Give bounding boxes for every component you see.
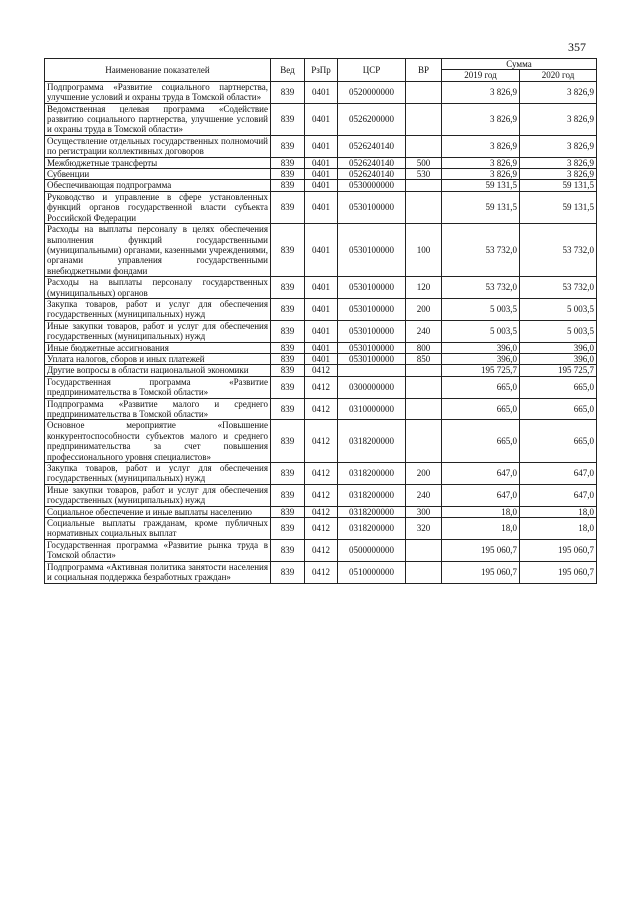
row-name: Социальное обеспечение и иные выплаты населению <box>45 506 271 517</box>
table-row <box>45 539 597 561</box>
row-rzpr: 0412 <box>305 365 338 376</box>
row-rzpr: 0401 <box>305 191 338 223</box>
row-sum-2020: 647,0 <box>520 463 597 485</box>
table-row <box>45 398 597 420</box>
row-vr: 200 <box>406 463 442 485</box>
row-name: Закупка товаров, работ и услуг для обеспечения государственных (муниципальных) нужд <box>45 463 271 485</box>
row-vr <box>406 420 442 463</box>
row-rzpr: 0412 <box>305 463 338 485</box>
row-rzpr: 0401 <box>305 180 338 191</box>
row-rzpr: 0412 <box>305 561 338 583</box>
row-csr: 0530100000 <box>338 277 406 299</box>
table-row <box>45 224 597 277</box>
row-ved: 839 <box>271 376 305 398</box>
row-name: Закупка товаров, работ и услуг для обеспечения государственных (муниципальных) нужд <box>45 298 271 320</box>
row-name: Социальные выплаты гражданам, кроме публичных нормативных социальных выплат <box>45 518 271 540</box>
row-sum-2020: 195 060,7 <box>520 561 597 583</box>
budget-table <box>44 58 597 584</box>
row-ved: 839 <box>271 506 305 517</box>
row-rzpr: 0401 <box>305 169 338 180</box>
row-name: Ведомственная целевая программа «Содействие развитию социального партнерства, улучшение условий и охраны труда в Томской области» <box>45 103 271 135</box>
row-rzpr: 0412 <box>305 484 338 506</box>
row-name: Основное мероприятие «Повышение конкурентоспособности субъектов малого и среднего предпринимательства за счет повышения профессионального уровня специалистов» <box>45 420 271 463</box>
row-sum-2020: 18,0 <box>520 518 597 540</box>
row-name: Расходы на выплаты персоналу в целях обеспечения выполнения функций государственными (муниципальными) органами, казенными учреждениями, органами управления государственными внебюджетными фондами <box>45 224 271 277</box>
row-ved: 839 <box>271 561 305 583</box>
row-ved: 839 <box>271 539 305 561</box>
table-row <box>45 191 597 223</box>
row-csr: 0530100000 <box>338 353 406 364</box>
row-sum-2020: 3 826,9 <box>520 103 597 135</box>
row-sum-2019: 396,0 <box>442 342 520 353</box>
row-sum-2019: 3 826,9 <box>442 157 520 168</box>
row-sum-2019: 5 003,5 <box>442 298 520 320</box>
row-sum-2020: 53 732,0 <box>520 224 597 277</box>
table-row <box>45 376 597 398</box>
row-sum-2020: 396,0 <box>520 342 597 353</box>
row-rzpr: 0401 <box>305 353 338 364</box>
row-vr: 300 <box>406 506 442 517</box>
row-vr: 320 <box>406 518 442 540</box>
row-name: Подпрограмма «Развитие малого и среднего предпринимательства в Томской области» <box>45 398 271 420</box>
row-vr <box>406 180 442 191</box>
table-row <box>45 518 597 540</box>
row-csr <box>338 365 406 376</box>
row-sum-2019: 665,0 <box>442 398 520 420</box>
row-name: Государственная программа «Развитие рынка труда в Томской области» <box>45 539 271 561</box>
row-sum-2019: 647,0 <box>442 463 520 485</box>
table-row <box>45 320 597 342</box>
row-sum-2020: 5 003,5 <box>520 320 597 342</box>
row-sum-2020: 665,0 <box>520 420 597 463</box>
row-ved: 839 <box>271 157 305 168</box>
row-csr: 0526240140 <box>338 135 406 157</box>
row-rzpr: 0412 <box>305 506 338 517</box>
row-vr <box>406 365 442 376</box>
table-row <box>45 365 597 376</box>
row-rzpr: 0412 <box>305 398 338 420</box>
header-vr: ВР <box>406 59 442 82</box>
row-csr: 0530100000 <box>338 191 406 223</box>
row-vr <box>406 103 442 135</box>
row-ved: 839 <box>271 169 305 180</box>
row-csr: 0310000000 <box>338 398 406 420</box>
row-csr: 0526240140 <box>338 157 406 168</box>
row-vr: 500 <box>406 157 442 168</box>
row-name: Подпрограмма «Активная политика занятости населения и социальная поддержка безработных граждан» <box>45 561 271 583</box>
row-vr: 530 <box>406 169 442 180</box>
row-vr <box>406 561 442 583</box>
row-csr: 0500000000 <box>338 539 406 561</box>
row-sum-2019: 195 060,7 <box>442 539 520 561</box>
row-sum-2020: 5 003,5 <box>520 298 597 320</box>
row-ved: 839 <box>271 224 305 277</box>
row-ved: 839 <box>271 81 305 103</box>
table-row <box>45 484 597 506</box>
row-sum-2019: 5 003,5 <box>442 320 520 342</box>
header-ved: Вед <box>271 59 305 82</box>
row-name: Осуществление отдельных государственных полномочий по регистрации коллективных договоров <box>45 135 271 157</box>
table-row <box>45 420 597 463</box>
row-rzpr: 0401 <box>305 81 338 103</box>
row-csr: 0530100000 <box>338 224 406 277</box>
row-ved: 839 <box>271 365 305 376</box>
row-sum-2019: 396,0 <box>442 353 520 364</box>
row-csr: 0318200000 <box>338 506 406 517</box>
table-row <box>45 180 597 191</box>
row-name: Обеспечивающая подпрограмма <box>45 180 271 191</box>
row-sum-2020: 59 131,5 <box>520 191 597 223</box>
table-row <box>45 353 597 364</box>
row-csr: 0520000000 <box>338 81 406 103</box>
table-row <box>45 169 597 180</box>
table-row <box>45 463 597 485</box>
row-ved: 839 <box>271 463 305 485</box>
row-csr: 0530100000 <box>338 298 406 320</box>
row-sum-2019: 3 826,9 <box>442 135 520 157</box>
table-body <box>45 81 597 583</box>
row-name: Государственная программа «Развитие предпринимательства в Томской области» <box>45 376 271 398</box>
row-name: Другие вопросы в области национальной экономики <box>45 365 271 376</box>
row-ved: 839 <box>271 398 305 420</box>
row-vr <box>406 376 442 398</box>
row-vr: 850 <box>406 353 442 364</box>
row-sum-2019: 3 826,9 <box>442 169 520 180</box>
row-rzpr: 0401 <box>305 157 338 168</box>
row-sum-2019: 59 131,5 <box>442 180 520 191</box>
row-ved: 839 <box>271 484 305 506</box>
row-rzpr: 0401 <box>305 298 338 320</box>
table-row <box>45 81 597 103</box>
row-rzpr: 0412 <box>305 518 338 540</box>
row-ved: 839 <box>271 180 305 191</box>
row-csr: 0526200000 <box>338 103 406 135</box>
row-sum-2020: 3 826,9 <box>520 157 597 168</box>
row-sum-2019: 3 826,9 <box>442 81 520 103</box>
row-sum-2020: 3 826,9 <box>520 135 597 157</box>
row-name: Расходы на выплаты персоналу государственных (муниципальных) органов <box>45 277 271 299</box>
header-sum: Сумма <box>442 59 597 70</box>
row-sum-2019: 665,0 <box>442 420 520 463</box>
row-sum-2019: 59 131,5 <box>442 191 520 223</box>
row-sum-2020: 195 725,7 <box>520 365 597 376</box>
row-vr <box>406 135 442 157</box>
row-csr: 0318200000 <box>338 463 406 485</box>
row-rzpr: 0401 <box>305 103 338 135</box>
row-rzpr: 0412 <box>305 420 338 463</box>
row-csr: 0318200000 <box>338 420 406 463</box>
table-row <box>45 277 597 299</box>
row-sum-2019: 195 725,7 <box>442 365 520 376</box>
row-sum-2020: 53 732,0 <box>520 277 597 299</box>
row-csr: 0318200000 <box>338 484 406 506</box>
table-row <box>45 103 597 135</box>
row-name: Межбюджетные трансферты <box>45 157 271 168</box>
header-csr: ЦСР <box>338 59 406 82</box>
row-csr: 0530100000 <box>338 342 406 353</box>
row-sum-2020: 195 060,7 <box>520 539 597 561</box>
row-sum-2019: 665,0 <box>442 376 520 398</box>
row-vr: 120 <box>406 277 442 299</box>
table-row <box>45 135 597 157</box>
table-row <box>45 561 597 583</box>
row-ved: 839 <box>271 277 305 299</box>
row-sum-2019: 53 732,0 <box>442 224 520 277</box>
table-row <box>45 298 597 320</box>
table-row <box>45 506 597 517</box>
row-vr <box>406 398 442 420</box>
row-rzpr: 0401 <box>305 342 338 353</box>
row-csr: 0300000000 <box>338 376 406 398</box>
row-sum-2020: 647,0 <box>520 484 597 506</box>
row-sum-2020: 665,0 <box>520 376 597 398</box>
row-rzpr: 0401 <box>305 135 338 157</box>
row-sum-2019: 18,0 <box>442 518 520 540</box>
row-name: Иные закупки товаров, работ и услуг для обеспечения государственных (муниципальных) нужд <box>45 484 271 506</box>
row-name: Подпрограмма «Развитие социального партнерства, улучшение условий и охраны труда в Томской области» <box>45 81 271 103</box>
row-rzpr: 0401 <box>305 224 338 277</box>
table-row <box>45 342 597 353</box>
row-sum-2020: 18,0 <box>520 506 597 517</box>
header-year-2019: 2019 год <box>442 70 520 81</box>
row-vr: 800 <box>406 342 442 353</box>
row-ved: 839 <box>271 298 305 320</box>
row-ved: 839 <box>271 518 305 540</box>
row-vr <box>406 539 442 561</box>
row-sum-2019: 53 732,0 <box>442 277 520 299</box>
row-ved: 839 <box>271 135 305 157</box>
row-name: Уплата налогов, сборов и иных платежей <box>45 353 271 364</box>
row-csr: 0510000000 <box>338 561 406 583</box>
row-rzpr: 0401 <box>305 277 338 299</box>
row-vr: 100 <box>406 224 442 277</box>
table-row <box>45 157 597 168</box>
row-csr: 0530000000 <box>338 180 406 191</box>
row-ved: 839 <box>271 191 305 223</box>
row-sum-2020: 3 826,9 <box>520 81 597 103</box>
row-name: Субвенции <box>45 169 271 180</box>
header-rzpr: РзПр <box>305 59 338 82</box>
row-csr: 0530100000 <box>338 320 406 342</box>
row-name: Иные закупки товаров, работ и услуг для обеспечения государственных (муниципальных) нужд <box>45 320 271 342</box>
row-ved: 839 <box>271 103 305 135</box>
row-ved: 839 <box>271 342 305 353</box>
row-sum-2020: 665,0 <box>520 398 597 420</box>
header-year-2020: 2020 год <box>520 70 597 81</box>
row-csr: 0526240140 <box>338 169 406 180</box>
row-name: Иные бюджетные ассигнования <box>45 342 271 353</box>
row-sum-2019: 3 826,9 <box>442 103 520 135</box>
row-sum-2019: 195 060,7 <box>442 561 520 583</box>
row-rzpr: 0401 <box>305 320 338 342</box>
row-vr: 240 <box>406 484 442 506</box>
row-ved: 839 <box>271 420 305 463</box>
row-name: Руководство и управление в сфере установленных функций органов государственной власти субъекта Российской Федерации <box>45 191 271 223</box>
row-vr <box>406 81 442 103</box>
row-rzpr: 0412 <box>305 539 338 561</box>
row-sum-2020: 3 826,9 <box>520 169 597 180</box>
row-sum-2020: 396,0 <box>520 353 597 364</box>
row-sum-2019: 18,0 <box>442 506 520 517</box>
page-number: 357 <box>568 40 586 54</box>
row-vr: 240 <box>406 320 442 342</box>
row-sum-2020: 59 131,5 <box>520 180 597 191</box>
row-rzpr: 0412 <box>305 376 338 398</box>
row-vr: 200 <box>406 298 442 320</box>
row-ved: 839 <box>271 320 305 342</box>
header-name: Наименование показателей <box>45 59 271 82</box>
row-vr <box>406 191 442 223</box>
row-ved: 839 <box>271 353 305 364</box>
table-header <box>45 59 597 82</box>
row-csr: 0318200000 <box>338 518 406 540</box>
row-sum-2019: 647,0 <box>442 484 520 506</box>
